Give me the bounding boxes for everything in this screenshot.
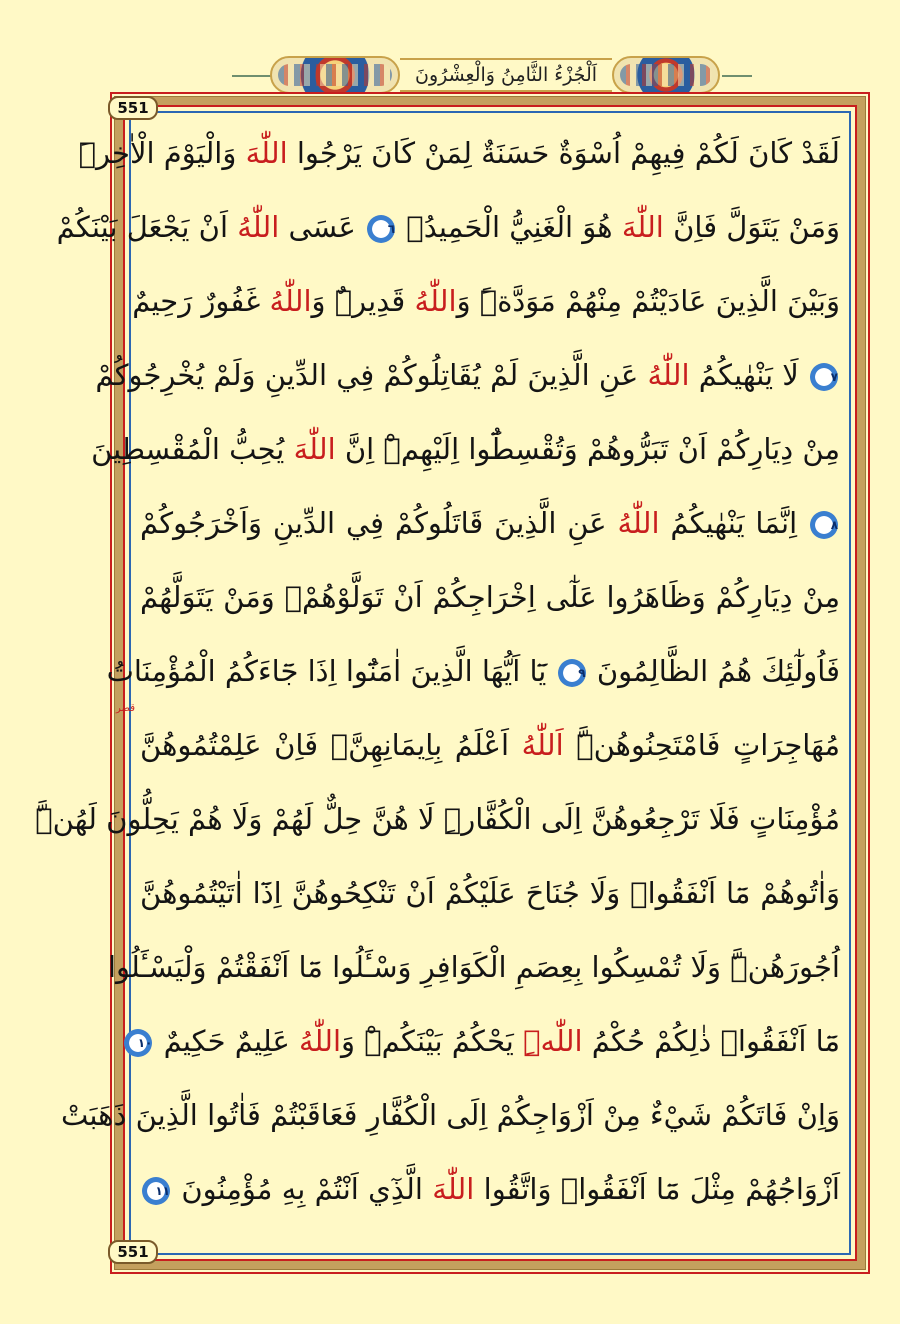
text-line-3: وَبَيْنَ الَّذِينَ عَادَيْتُمْ مِنْهُمْ مَوَدَّةًۜ وَاللّٰهُ قَدِيرٌۜ وَاللّٰهُ غَفُورٌ رَحِيمٌ (132, 284, 840, 318)
page-number-top: 551 (108, 96, 158, 120)
allah-word: اللّٰهَ (245, 136, 288, 170)
text-line-7: مِنْ دِيَارِكُمْ وَظَاهَرُوا عَلٰٓى اِخْرَاجِكُمْ اَنْ تَوَلَّوْهُمْۚ وَمَنْ يَتَوَلَّهُمْ (140, 580, 840, 614)
header-ornament-left (270, 56, 400, 94)
text-line-13: مَٓا اَنْفَقُواۜ ذٰلِكُمْ حُكْمُ اللّٰهِۜ يَحْكُمُ بَيْنَكُمْۜ وَاللّٰهُ عَلِيمٌ حَكِيمٌ ١٠ (140, 1010, 840, 1072)
ayah-marker-icon: ٨ (810, 511, 838, 539)
juz-header (232, 54, 752, 96)
text-line-11: وَاٰتُوهُمْ مَٓا اَنْفَقُواۜ وَلَا جُنَاحَ عَلَيْكُمْ اَنْ تَنْكِحُوهُنَّ اِذَٓا اٰتَيْتُمُوهُنَّ (140, 876, 840, 910)
ayah-marker-icon: ١١ (142, 1177, 170, 1205)
ayah-marker-icon: ٦ (367, 215, 395, 243)
text-line-8: فَاُولٰٓئِكَ هُمُ الظَّالِمُونَ ٩ يَٓا اَيُّهَا الَّذِينَ اٰمَنُٓوا اِذَا جَٓاءَكُمُ الْمُؤْمِنَاتُ (106, 654, 840, 688)
allah-word: اللّٰهُ (414, 284, 457, 318)
juz-title: اَلْجُزْءُ الثَّامِنُ وَالْعِشْرُونَ (400, 58, 612, 92)
margin-note: قصر (116, 703, 135, 714)
header-rule-right (722, 75, 752, 77)
text-line-14: وَاِنْ فَاتَكُمْ شَيْءٌ مِنْ اَزْوَاجِكُمْ اِلَى الْكُفَّارِ فَعَاقَبْتُمْ فَاٰتُوا الَّذِينَ ذَهَبَتْ (60, 1098, 840, 1132)
text-line-4: ٧ لَا يَنْهٰيكُمُ اللّٰهُ عَنِ الَّذِينَ لَمْ يُقَاتِلُوكُمْ فِي الدِّينِ وَلَمْ يُخْرِجُوكُمْ (95, 358, 838, 392)
allah-word: اَللّٰهُ (521, 728, 564, 762)
allah-word: اللّٰهَ (293, 432, 336, 466)
text-line-5: مِنْ دِيَارِكُمْ اَنْ تَبَرُّوهُمْ وَتُقْسِطُٓوا اِلَيْهِمْۜ اِنَّ اللّٰهَ يُحِبُّ الْمُقْسِطِينَ (91, 432, 840, 466)
allah-word: اللّٰهِۜ (523, 1024, 583, 1058)
header-rule-left (232, 75, 272, 77)
text-line-1: لَقَدْ كَانَ لَكُمْ فِيهِمْ اُسْوَةٌ حَسَنَةٌ لِمَنْ كَانَ يَرْجُوا اللّٰهَ وَالْيَوْمَ الْاٰخِرَۜ (78, 136, 840, 170)
allah-word: اللّٰهَ (432, 1172, 475, 1206)
allah-word: اللّٰهُ (617, 506, 660, 540)
ayah-marker-icon: ١٠ (124, 1029, 152, 1057)
text-line-9: مُهَاجِرَاتٍ فَامْتَحِنُوهُنَّۜ اَللّٰهُ اَعْلَمُ بِاِيمَانِهِنَّۚ فَاِنْ عَلِمْتُمُوهُنَّ (140, 728, 840, 762)
allah-word: اللّٰهُ (647, 358, 690, 392)
allah-word: اللّٰهَ (621, 210, 664, 244)
text-line-2: وَمَنْ يَتَوَلَّ فَاِنَّ اللّٰهَ هُوَ الْغَنِيُّ الْحَمِيدُ۟ ٦ عَسَى اللّٰهُ اَنْ يَجْعَلَ بَيْنَكُمْ (56, 210, 840, 244)
ayah-marker-icon: ٩ (558, 659, 586, 687)
ayah-marker-icon: ٧ (810, 363, 838, 391)
page-number-bottom: 551 (108, 1240, 158, 1264)
text-line-6: ٨ اِنَّمَا يَنْهٰيكُمُ اللّٰهُ عَنِ الَّذِينَ قَاتَلُوكُمْ فِي الدِّينِ وَاَخْرَجُوكُمْ (140, 506, 839, 540)
header-ornament-right (612, 56, 720, 94)
allah-word: اللّٰهُ (237, 210, 280, 244)
text-line-10: مُؤْمِنَاتٍ فَلَا تَرْجِعُوهُنَّ اِلَى الْكُفَّارِۜ لَا هُنَّ حِلٌّ لَهُمْ وَلَا هُمْ يَحِلُّونَ لَهُنَّۜ (35, 802, 840, 836)
text-line-15: اَزْوَاجُهُمْ مِثْلَ مَٓا اَنْفَقُواۜ وَاتَّقُوا اللّٰهَ الَّذِٓي اَنْتُمْ بِهِ مُؤْمِنُونَ ١١ (140, 1158, 840, 1220)
text-line-12: اُجُورَهُنَّۜ وَلَا تُمْسِكُوا بِعِصَمِ الْكَوَافِرِ وَسْـَٔلُوا مَٓا اَنْفَقْتُمْ وَلْيَسْـَٔلُوا (107, 950, 840, 984)
allah-word: اللّٰهُ (298, 1024, 342, 1058)
allah-word: اللّٰهُ (269, 284, 312, 318)
